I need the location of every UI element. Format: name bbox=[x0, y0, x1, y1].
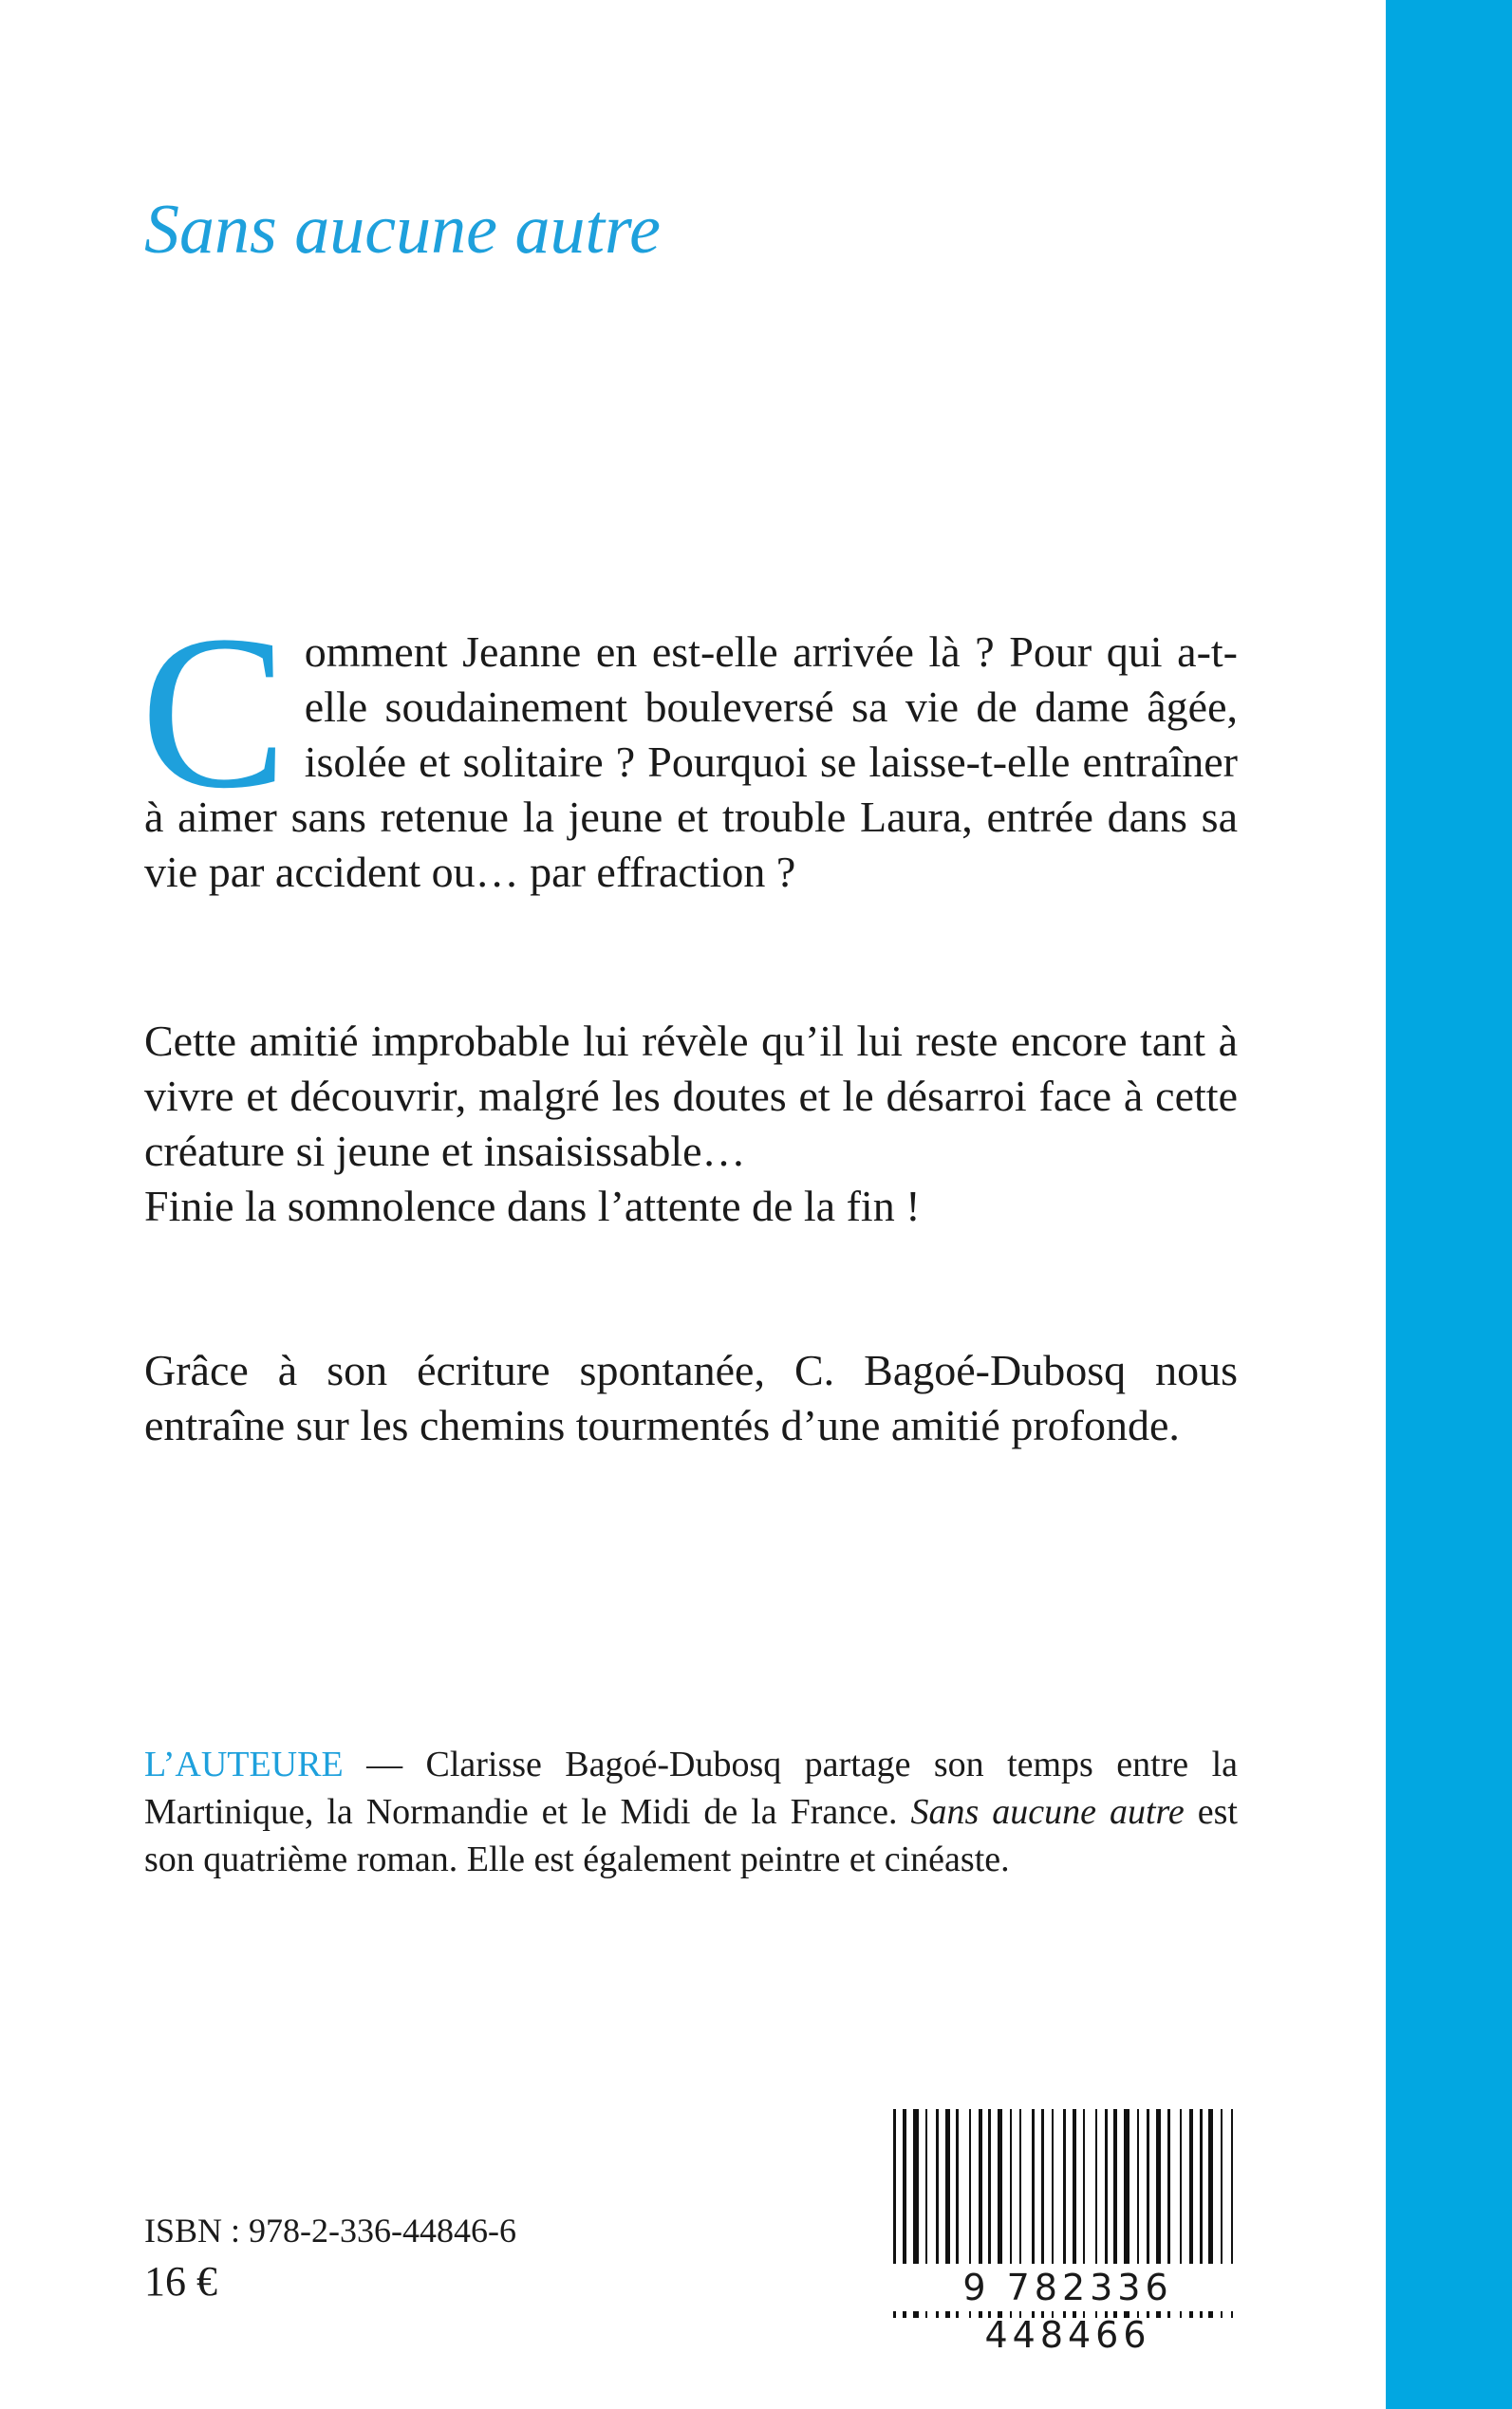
price: 16 € bbox=[144, 2258, 217, 2305]
blurb-paragraph-1-text: omment Jeanne en est-elle arrivée là ? Pour qui a-t-elle soudainement bouleversé sa vie de dame âgée, isolée et solitaire ? Pourquoi se laisse-t-elle entraîner à aimer sans retenue la jeune et trouble Laura, entrée dans sa vie par accident ou… par effraction ? bbox=[144, 627, 1238, 896]
author-bio-text-1: — Clarisse Bagoé-Dubosq partage son temps entre la Martinique, la Normandie et le Midi de la France. bbox=[144, 1745, 1238, 1832]
author-bio-text-2: est son quatrième roman. Elle est également peintre et cinéaste. bbox=[144, 1792, 1238, 1879]
blurb-paragraph-2-closing: Finie la somnolence dans l’attente de la fin ! bbox=[144, 1182, 921, 1230]
blurb-paragraph-1 bbox=[140, 590, 1238, 900]
isbn: ISBN : 978-2-336-44846-6 bbox=[144, 2212, 516, 2250]
spine-color-bar bbox=[1386, 0, 1512, 2409]
author-bio-book-title: Sans aucune autre bbox=[910, 1792, 1185, 1832]
drop-cap: C bbox=[140, 590, 288, 834]
blurb-paragraph-3: Grâce à son écriture spontanée, C. Bagoé-Dubosq nous entraîne sur les chemins tourmentés d’une amitié profonde. bbox=[144, 1346, 1238, 1449]
author-bio bbox=[144, 1741, 1238, 1883]
blurb-paragraph-2 bbox=[144, 1014, 1238, 1234]
barcode-digits: 9 782336 448466 bbox=[887, 2264, 1248, 2311]
book-title: Sans aucune autre bbox=[144, 191, 661, 269]
author-label: L’AUTEURE bbox=[144, 1745, 344, 1784]
blurb-paragraph-2-text: Cette amitié improbable lui révèle qu’il lui reste encore tant à vivre et découvrir, malgré les doutes et le désarroi face à cette créature si jeune et insaisissable… bbox=[144, 1017, 1238, 1175]
